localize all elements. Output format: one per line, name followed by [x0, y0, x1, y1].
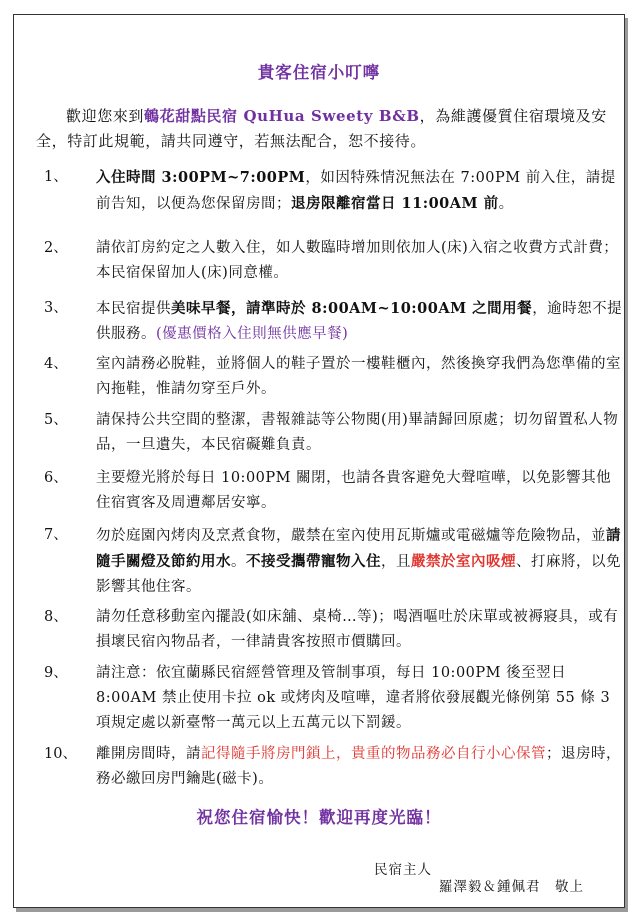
rule-number: 1、 [44, 169, 68, 185]
rule-number: 4、 [44, 356, 68, 372]
rule-text [96, 236, 624, 286]
rule-segment: 記得隨手將房門鎖上，貴重的物品務必自行小心保管 [201, 746, 546, 762]
rule-segment: 入住時間 3:00PM~7:00PM [96, 169, 306, 186]
owner-signature: 羅澤毅＆鍾佩君 敬上 [439, 879, 584, 895]
rule-number: 6、 [44, 470, 68, 486]
rule-text [96, 165, 624, 217]
rule-segment: 請依訂房約定之人數入住，如人數臨時增加則依加人(床)入宿之收費方式計費；本民宿保留加人(床)同意權。 [96, 240, 619, 281]
rule-segment: 室內請務必脫鞋，並將個人的鞋子置於一樓鞋櫃內，然後換穿我們為您準備的室內拖鞋，惟請勿穿至戶外。 [96, 356, 621, 397]
rule-segment: (優惠價格入住則無供應早餐) [156, 326, 349, 342]
closing-message: 祝您住宿愉快！歡迎再度光臨！ [196, 808, 442, 827]
rule-number: 8、 [44, 609, 68, 625]
rule-segment: 美味早餐，請準時於 8:00AM~10:00AM 之間用餐 [171, 300, 533, 317]
rule-text [96, 742, 624, 792]
rule-segment: ，如因特殊情況無法在 7:00PM 前入住，請提前告知，以便為您保留房間； [96, 170, 616, 212]
rule-segment: 。 [498, 196, 514, 212]
rule-segment: 本民宿提供 [96, 301, 171, 317]
rule-number: 3、 [44, 300, 68, 316]
page-title: 貴客住宿小叮嚀 [257, 63, 381, 82]
rule-text [96, 523, 624, 600]
rule-text [96, 352, 624, 402]
rule-segment: 請隨手關燈及節約用水 [96, 527, 621, 570]
rule-text [96, 296, 624, 347]
rule-segment: 、打麻將，以免影響其他住客。 [96, 554, 621, 595]
rule-number: 7、 [44, 527, 68, 543]
rule-number: 9、 [44, 665, 68, 681]
rule-text [96, 605, 624, 655]
rule-segment: 離開房間時，請 [96, 746, 201, 762]
rule-number: 2、 [44, 240, 68, 256]
rule-segment: 嚴禁於室內吸煙 [411, 553, 516, 570]
rule-segment: 請勿任意移動室內擺設(如床舖、桌椅…等)；喝酒嘔吐於床單或被褥寢具，或有損壞民宿內物品者，一律請貴客按照市價購回。 [96, 609, 619, 650]
rule-segment: 退房限離宿當日 11:00AM 前 [291, 195, 499, 212]
bnb-name: 鵪花甜點民宿 QuHua Sweety B&B [144, 107, 420, 125]
rule-text [96, 661, 624, 736]
intro-paragraph [36, 104, 610, 154]
rule-segment: ；退房時，務必繳回房門鑰匙(磁卡)。 [96, 746, 621, 787]
rule-segment: 主要燈光將於每日 10:00PM 關閉，也請各貴客避免大聲喧嘩，以免影響其他住宿賓客及周遭鄰居安寧。 [96, 470, 612, 511]
rule-segment: 不接受攜帶寵物入住 [246, 553, 381, 570]
intro-prefix: 歡迎您來到 [66, 107, 145, 125]
rule-text [96, 466, 624, 516]
owner-label: 民宿主人 [374, 862, 432, 878]
rule-segment: ，且 [381, 554, 411, 570]
rule-segment: 。 [231, 554, 246, 570]
rule-number: 5、 [44, 412, 68, 428]
intro-suffix: ，為維護優質住宿環境及安全，特訂此規範，請共同遵守，若無法配合，恕不接待。 [36, 107, 607, 150]
rule-number: 10、 [44, 746, 77, 762]
rule-segment: 請注意：依宜蘭縣民宿經營管理及管制事項，每日 10:00PM 後至翌日 8:00AM 禁止使用卡拉 ok 或烤肉及喧嘩，違者將依發展觀光條例第 55 條 3 項規定處以新臺幣一萬元以上五萬元以下罰鍰。 [96, 665, 611, 731]
rule-segment: 勿於庭園內烤肉及烹煮食物，嚴禁在室內使用瓦斯爐或電磁爐等危險物品，並 [96, 528, 606, 544]
rule-segment: 請保持公共空間的整潔，書報雜誌等公物閱(用)畢請歸回原處；切勿留置私人物品，一旦遺失，本民宿礙難負責。 [96, 412, 619, 453]
rule-text [96, 408, 624, 458]
notice-frame [13, 14, 625, 908]
rule-segment: ，逾時恕不提供服務。 [96, 301, 623, 342]
